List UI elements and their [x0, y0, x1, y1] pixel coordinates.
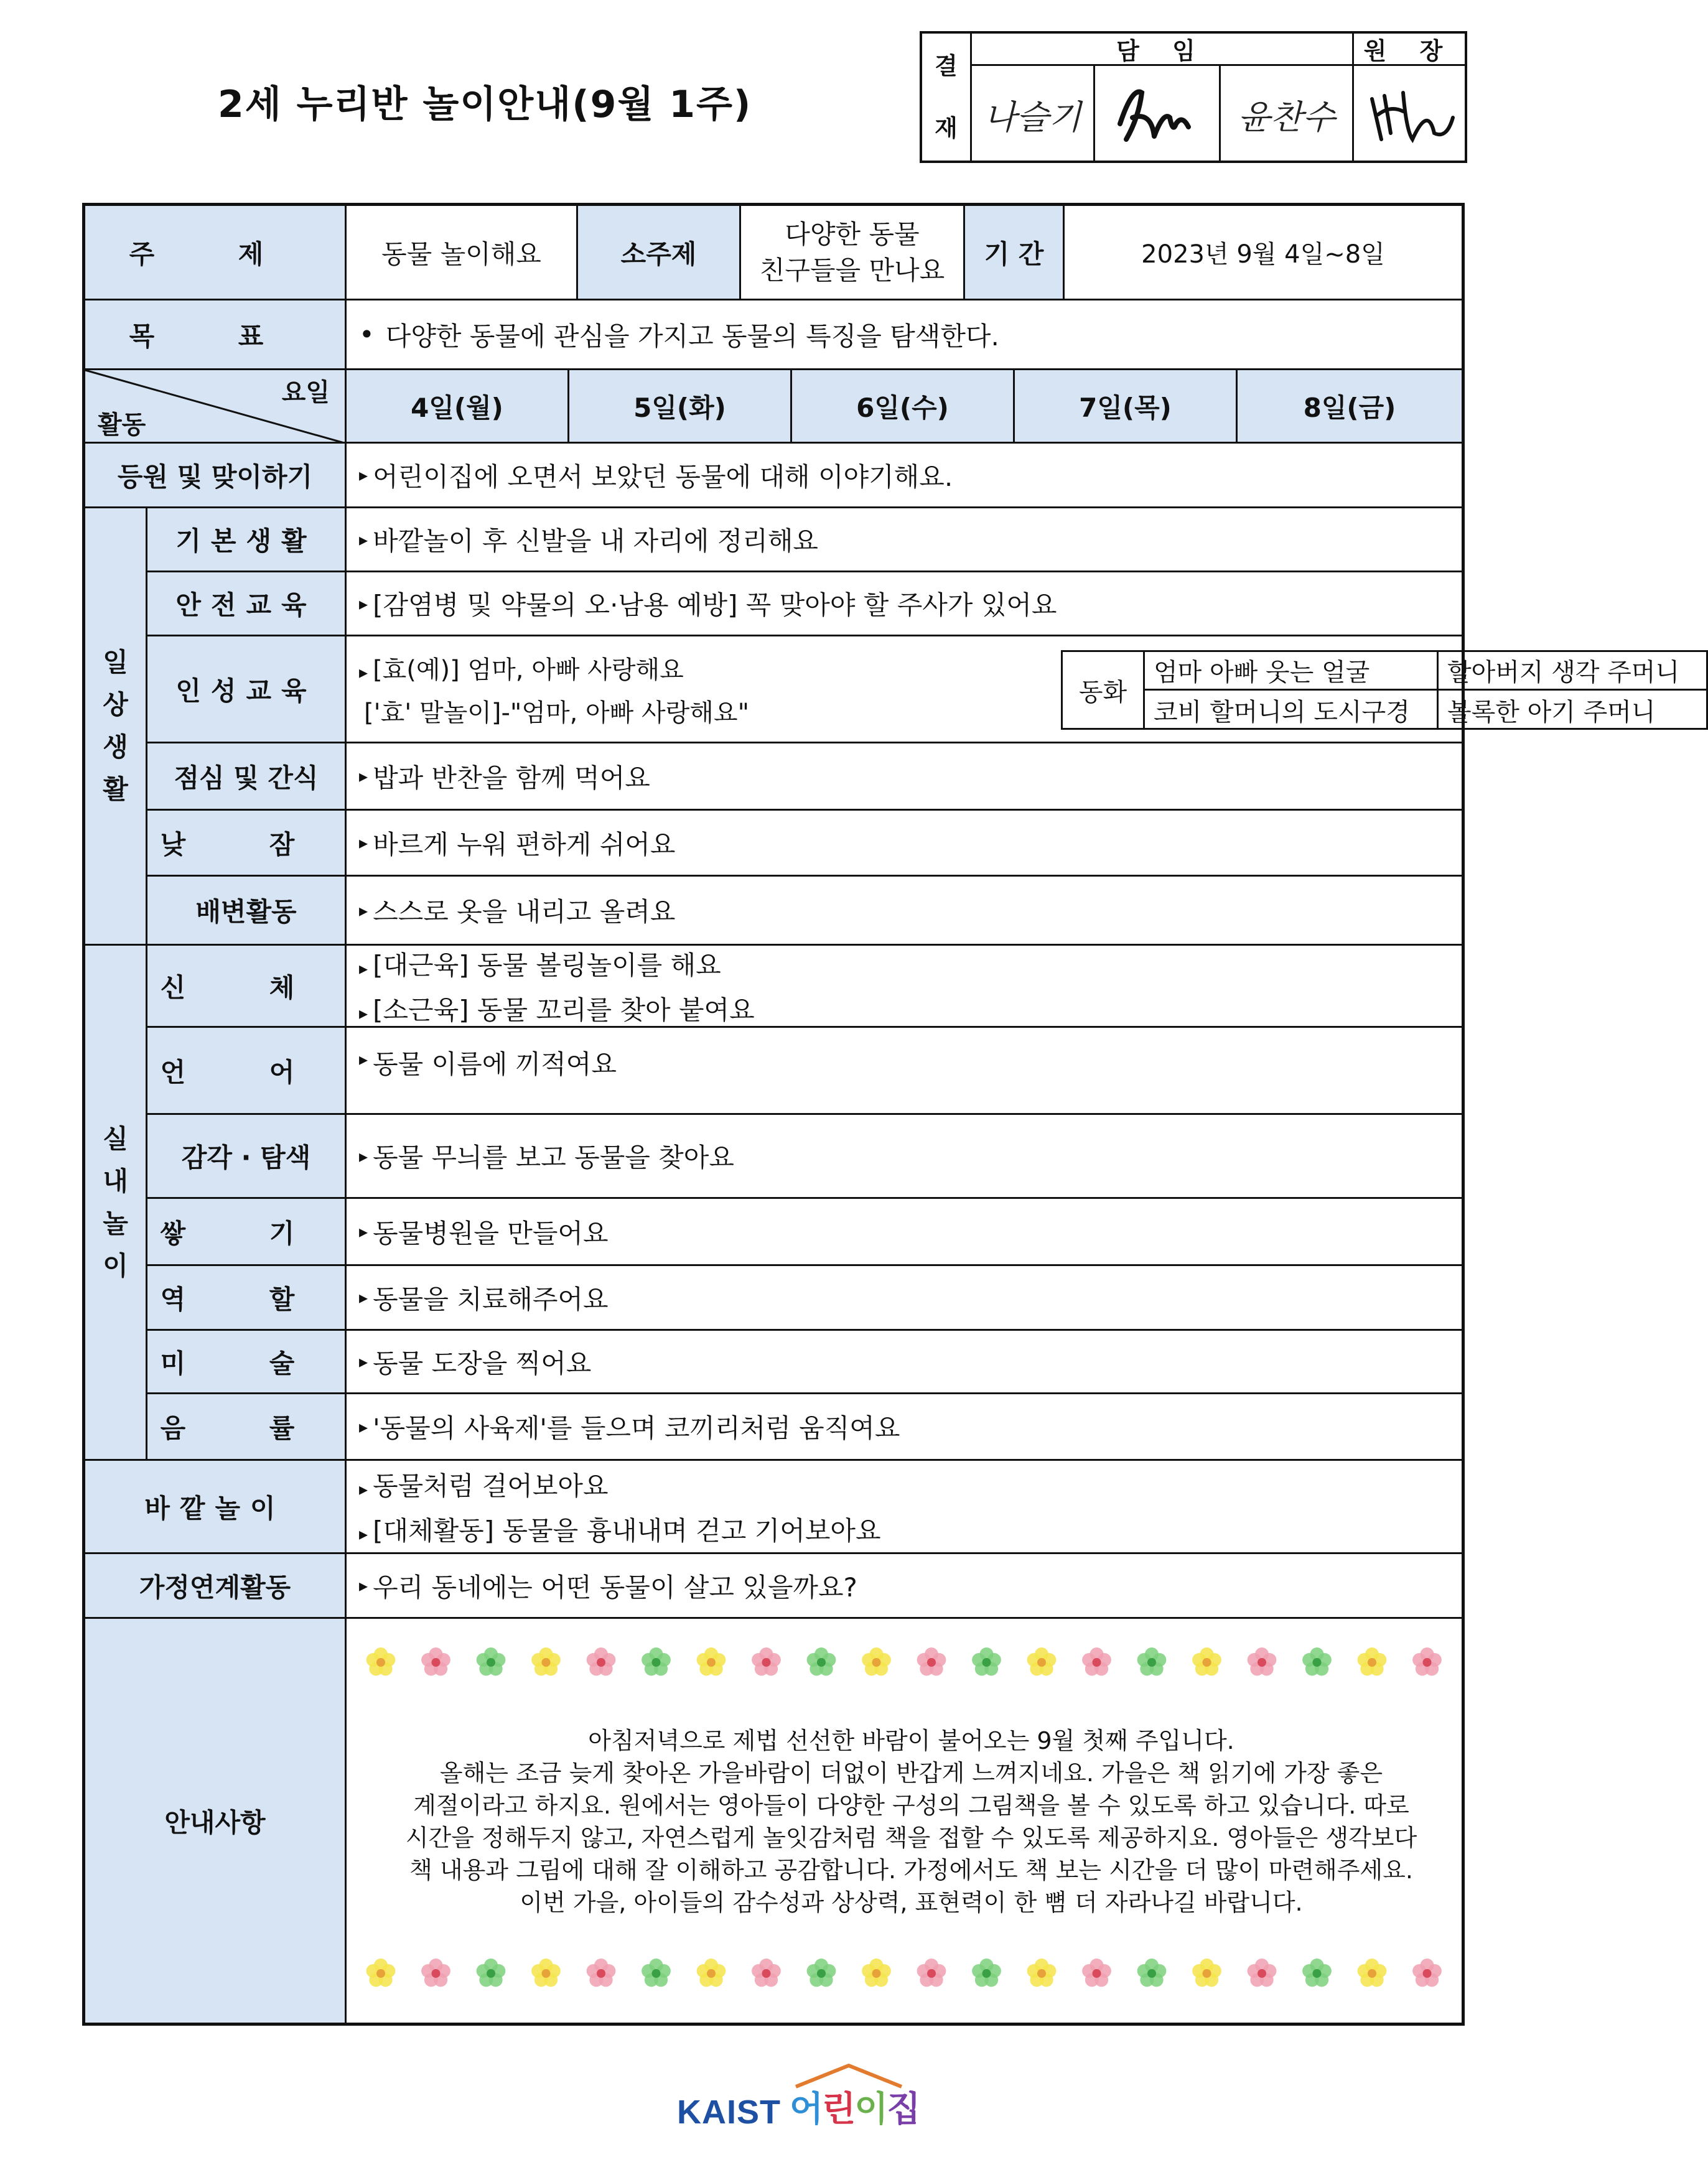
language-text — [347, 1028, 1462, 1113]
notice-row — [85, 1619, 1462, 2023]
physical-row — [147, 946, 1462, 1028]
safety-label-text: 안전교육 — [175, 590, 317, 620]
physical-lines — [359, 945, 755, 1027]
language-label — [147, 1028, 347, 1113]
goal-label-text: 목 표 — [129, 320, 301, 352]
logo-char: 이 — [854, 2089, 887, 2130]
theme-row — [85, 206, 1462, 300]
physical-line-text: [대근육] 동물 볼링놀이를 해요 — [373, 949, 721, 981]
art-label-text: 미 술 — [160, 1348, 332, 1379]
flower-icon — [1082, 1959, 1111, 1987]
flower-icon — [697, 1647, 726, 1676]
safety-label — [147, 572, 347, 635]
notice-line: 이번 가을, 아이들의 감수성과 상상력, 표현력이 한 뼘 더 자라나길 바랍니다. — [520, 1889, 1303, 1916]
signature-cell — [1354, 66, 1465, 163]
arrival-row — [85, 444, 1462, 508]
signature-cell — [972, 66, 1095, 163]
page-title: 2세 누리반 놀이안내(9월 1주) — [218, 83, 752, 126]
approval-side-char: 결 — [935, 52, 958, 80]
role-row — [147, 1266, 1462, 1331]
flower-icon — [917, 1647, 946, 1676]
signature-name: 윤찬수 — [1238, 97, 1335, 137]
physical-label-text: 신 체 — [160, 972, 332, 1003]
notice-line: 계절이라고 하지요. 원에서는 영아들이 다양한 구성의 그림책을 볼 수 있도록 하고 있습니다. 따로 — [413, 1792, 1409, 1819]
flower-icon — [421, 1959, 450, 1987]
bullet-arrow: ▸ — [359, 1416, 368, 1437]
flower-icon — [1302, 1959, 1332, 1987]
character-label-text: 인성교육 — [175, 675, 317, 706]
role-text — [347, 1266, 1462, 1329]
basic-life-text — [347, 508, 1462, 571]
bullet-arrow: ▸ — [359, 1287, 368, 1308]
outdoor-line-text: [대체활동] 동물을 흉내내며 걷고 기어보아요 — [373, 1515, 881, 1546]
flower-border-top — [347, 1644, 1462, 1681]
flower-icon — [972, 1959, 1001, 1987]
flower-icon — [1192, 1959, 1221, 1987]
story-label: 동화 — [1063, 652, 1145, 728]
safety-row — [147, 572, 1462, 636]
homeroom-header: 담 임 — [972, 34, 1354, 66]
goal-label — [85, 300, 347, 368]
bullet-arrow: ▸ — [359, 900, 368, 921]
basic-life-label — [147, 508, 347, 571]
character-row — [147, 636, 1680, 743]
flower-icon — [1302, 1647, 1332, 1676]
bullet-arrow: ▸ — [359, 1002, 368, 1023]
approval-box — [920, 31, 1467, 163]
toilet-label: 배변활동 — [147, 877, 347, 944]
bullet-arrow: ▸ — [359, 1049, 368, 1069]
flower-icon — [1358, 1647, 1387, 1676]
flower-icon — [1027, 1647, 1057, 1676]
approval-side-char: 재 — [935, 114, 958, 142]
toilet-row — [147, 877, 1462, 946]
sensory-label: 감각 · 탐색 — [147, 1115, 347, 1197]
role-label — [147, 1266, 347, 1329]
flower-icon — [1082, 1647, 1111, 1676]
flower-row — [347, 1644, 1460, 1681]
arrival-text-value: 어린이집에 오면서 보았던 동물에 대해 이야기해요. — [373, 461, 953, 492]
outdoor-label-text: 바깥놀이 — [144, 1493, 286, 1524]
group-char: 이 — [103, 1250, 128, 1281]
flower-icon — [366, 1959, 396, 1987]
flower-icon — [917, 1959, 946, 1987]
notice-text — [359, 1725, 1463, 1919]
nap-label-text: 낮 잠 — [160, 829, 332, 860]
day-header: 6일(수) — [792, 370, 1015, 442]
nap-row — [147, 811, 1462, 877]
theme-value: 동물 놀이해요 — [347, 206, 578, 299]
period-label: 기 간 — [965, 206, 1065, 299]
flower-icon — [1412, 1959, 1442, 1987]
flower-icon — [587, 1959, 616, 1987]
toilet-text — [347, 877, 1462, 944]
plan-table — [82, 203, 1680, 2026]
blocks-text-value: 동물병원을 만들어요 — [373, 1218, 609, 1249]
bullet-arrow: ▸ — [359, 957, 368, 979]
home-link-row — [85, 1554, 1462, 1619]
approval-side-label — [922, 34, 972, 161]
character-lines — [347, 650, 749, 729]
blocks-label-text: 쌓 기 — [160, 1218, 332, 1249]
character-cell — [347, 636, 1680, 742]
group-char: 내 — [103, 1165, 128, 1196]
flower-icon — [477, 1959, 506, 1987]
flower-icon — [642, 1647, 671, 1676]
music-label — [147, 1394, 347, 1459]
corner-day-label: 요일 — [281, 378, 330, 407]
physical-line-text: [소근육] 동물 꼬리를 찾아 붙여요 — [373, 994, 755, 1025]
safety-text-value: [감염병 및 약물의 오·남용 예방] 꼭 맞아야 할 주사가 있어요 — [373, 590, 1057, 620]
bullet-arrow: ▸ — [359, 1575, 368, 1596]
flower-icon — [1412, 1647, 1442, 1676]
arrival-label: 등원 및 맞이하기 — [85, 444, 347, 506]
bullet-arrow: ▸ — [359, 832, 368, 853]
day-row — [85, 370, 1462, 444]
goal-text-value: 다양한 동물에 관심을 가지고 동물의 특징을 탐색한다. — [385, 320, 999, 352]
flower-icon — [752, 1647, 781, 1676]
physical-label — [147, 946, 347, 1026]
art-label — [147, 1331, 347, 1392]
signature-cell — [1221, 66, 1354, 163]
bullet-dot: • — [359, 319, 375, 350]
flower-icon — [587, 1647, 616, 1676]
daily-life-group-label — [85, 508, 147, 946]
handwritten-signature — [1360, 80, 1459, 149]
day-header: 8일(금) — [1238, 370, 1462, 442]
music-text-value: '동물의 사육제'를 들으며 코끼리처럼 움직여요 — [373, 1413, 900, 1443]
period-value: 2023년 9월 4일~8일 — [1141, 240, 1385, 269]
blocks-text — [347, 1199, 1462, 1264]
meal-row — [147, 743, 1462, 811]
music-row — [147, 1394, 1462, 1461]
flower-icon — [1137, 1959, 1167, 1987]
theme-label-text: 주 제 — [129, 238, 301, 269]
subtheme-line: 친구들을 만나요 — [759, 254, 945, 286]
signature-name: 나슬기 — [984, 97, 1081, 137]
house-roof-icon — [790, 2063, 908, 2088]
group-char: 활 — [103, 774, 128, 804]
logo-char: 어 — [790, 2089, 823, 2130]
group-char: 놀 — [103, 1208, 128, 1239]
group-char: 상 — [103, 689, 128, 720]
character-label — [147, 636, 347, 742]
notice-line: 아침저녁으로 제법 선선한 바람이 불어오는 9월 첫째 주입니다. — [588, 1727, 1234, 1754]
flower-icon — [1137, 1647, 1167, 1676]
music-label-text: 음 률 — [160, 1413, 332, 1443]
flower-icon — [807, 1647, 836, 1676]
corner-activity-label: 활동 — [98, 411, 146, 439]
flower-icon — [366, 1647, 396, 1676]
flower-icon — [642, 1959, 671, 1987]
flower-icon — [531, 1959, 561, 1987]
logo-char: 집 — [887, 2089, 920, 2130]
outdoor-row — [85, 1461, 1462, 1554]
meal-text-value: 밥과 반찬을 함께 먹어요 — [373, 762, 650, 793]
logo-brand: KAIST — [677, 2094, 781, 2131]
story-title: 볼록한 아기 주머니 — [1447, 697, 1656, 727]
logo-char: 린 — [822, 2089, 855, 2130]
group-char: 실 — [103, 1123, 128, 1154]
flower-icon — [972, 1647, 1001, 1676]
language-label-text: 언 어 — [160, 1056, 332, 1088]
flower-icon — [862, 1647, 891, 1676]
story-table — [1061, 650, 1708, 730]
physical-line — [359, 990, 755, 1027]
bullet-arrow: ▸ — [359, 1145, 368, 1167]
outdoor-line — [359, 1466, 881, 1503]
arrival-text — [347, 444, 1462, 506]
flower-icon — [697, 1959, 726, 1987]
notice-line: 올해는 조금 늦게 찾아온 가을바람이 더없이 반갑게 느껴지네요. 가을은 책 읽기에 가장 좋은 — [439, 1759, 1383, 1787]
bullet-arrow: ▸ — [359, 1221, 368, 1242]
flower-icon — [807, 1959, 836, 1987]
language-row — [147, 1028, 1462, 1115]
signature-cell — [1095, 66, 1221, 163]
bullet-arrow: ▸ — [359, 593, 368, 614]
home-link-text — [347, 1554, 1462, 1617]
outdoor-label — [85, 1461, 347, 1552]
basic-life-label-text: 기본생활 — [175, 526, 317, 556]
bullet-arrow: ▸ — [359, 1478, 368, 1499]
bullet-arrow: ▸ — [359, 1523, 368, 1544]
day-header: 7일(목) — [1015, 370, 1238, 442]
notice-label: 안내사항 — [85, 1619, 347, 2023]
flower-border-bottom — [347, 1955, 1462, 1992]
flower-icon — [421, 1647, 450, 1676]
physical-line — [359, 945, 755, 982]
language-text-value: 동물 이름에 끼적여요 — [373, 1049, 617, 1079]
flower-icon — [531, 1647, 561, 1676]
director-header: 원 장 — [1354, 34, 1465, 66]
flower-icon — [1248, 1959, 1277, 1987]
group-char: 일 — [103, 647, 128, 678]
group-char: 생 — [103, 732, 128, 762]
basic-life-text-value: 바깥놀이 후 신발을 내 자리에 정리해요 — [373, 526, 818, 556]
notice-line: 시간을 정해두지 않고, 자연스럽게 놀잇감처럼 책을 접할 수 있도록 제공하지요. 영아들은 생각보다 — [405, 1824, 1417, 1852]
logo-house — [790, 2082, 919, 2131]
bullet-arrow: ▸ — [359, 661, 368, 682]
basic-life-row — [147, 508, 1462, 572]
bullet-arrow: ▸ — [359, 766, 368, 786]
outdoor-line-text: 동물처럼 걸어보아요 — [373, 1470, 609, 1501]
flower-row — [347, 1955, 1460, 1992]
art-text-value: 동물 도장을 찍어요 — [373, 1348, 592, 1379]
day-header: 4일(월) — [347, 370, 569, 442]
nap-text-value: 바르게 누워 편하게 쉬어요 — [373, 829, 676, 860]
goal-text — [347, 300, 1462, 368]
day-header: 5일(화) — [569, 370, 792, 442]
character-line — [359, 650, 749, 686]
subtheme-value — [741, 206, 965, 299]
nap-label — [147, 811, 347, 875]
sensory-text-value: 동물 무늬를 보고 동물을 찾아요 — [373, 1142, 734, 1173]
sensory-row — [147, 1115, 1462, 1199]
logo-name — [790, 2089, 919, 2130]
character-line-text: [효(예)] 엄마, 아빠 사랑해요 — [373, 655, 684, 684]
subtheme-label: 소주제 — [578, 206, 741, 299]
day-activity-corner — [85, 370, 347, 442]
bullet-arrow: ▸ — [359, 1351, 368, 1372]
flower-icon — [862, 1959, 891, 1987]
bullet-arrow: ▸ — [359, 465, 368, 485]
story-title: 할아버지 생각 주머니 — [1439, 652, 1706, 691]
art-text — [347, 1331, 1462, 1392]
goal-row — [85, 300, 1462, 370]
notice-line: 책 내용과 그림에 대해 잘 이해하고 공감합니다. 가정에서도 책 보는 시간을 더 많이 마련해주세요. — [409, 1856, 1413, 1884]
meal-text — [347, 743, 1462, 809]
subtheme-line: 다양한 동물 — [785, 218, 920, 249]
outdoor-text — [347, 1461, 1462, 1552]
indoor-play-group-label — [85, 946, 147, 1461]
nap-text — [347, 811, 1462, 875]
flower-icon — [477, 1647, 506, 1676]
handwritten-signature — [1108, 80, 1207, 149]
music-text — [347, 1394, 1462, 1459]
kaist-logo — [677, 2075, 919, 2131]
flower-icon — [752, 1959, 781, 1987]
story-title: 코비 할머니의 도시구경 — [1145, 691, 1439, 729]
sensory-text — [347, 1115, 1462, 1197]
home-link-label: 가정연계활동 — [85, 1554, 347, 1617]
theme-label — [85, 206, 347, 299]
blocks-row — [147, 1199, 1462, 1266]
flower-icon — [1358, 1959, 1387, 1987]
character-line — [359, 693, 749, 729]
blocks-label — [147, 1199, 347, 1264]
story-title: 엄마 아빠 웃는 얼굴 — [1145, 652, 1439, 691]
toilet-text-value: 스스로 옷을 내리고 올려요 — [373, 897, 676, 927]
physical-text — [347, 946, 1462, 1026]
notice-cell — [347, 1619, 1462, 2023]
flower-icon — [1027, 1959, 1057, 1987]
home-link-text-value: 우리 동네에는 어떤 동물이 살고 있을까요? — [373, 1572, 857, 1603]
meal-label: 점심 및 간식 — [147, 743, 347, 809]
outdoor-line — [359, 1511, 881, 1548]
outdoor-lines — [359, 1466, 881, 1548]
flower-icon — [1192, 1647, 1221, 1676]
safety-text — [347, 572, 1462, 635]
role-label-text: 역 할 — [160, 1283, 332, 1315]
flower-icon — [1248, 1647, 1277, 1676]
role-text-value: 동물을 치료해주어요 — [373, 1283, 609, 1315]
bullet-arrow: ▸ — [359, 529, 368, 550]
art-row — [147, 1331, 1462, 1394]
character-line-text: ['효' 말놀이]-"엄마, 아빠 사랑해요" — [364, 698, 749, 727]
